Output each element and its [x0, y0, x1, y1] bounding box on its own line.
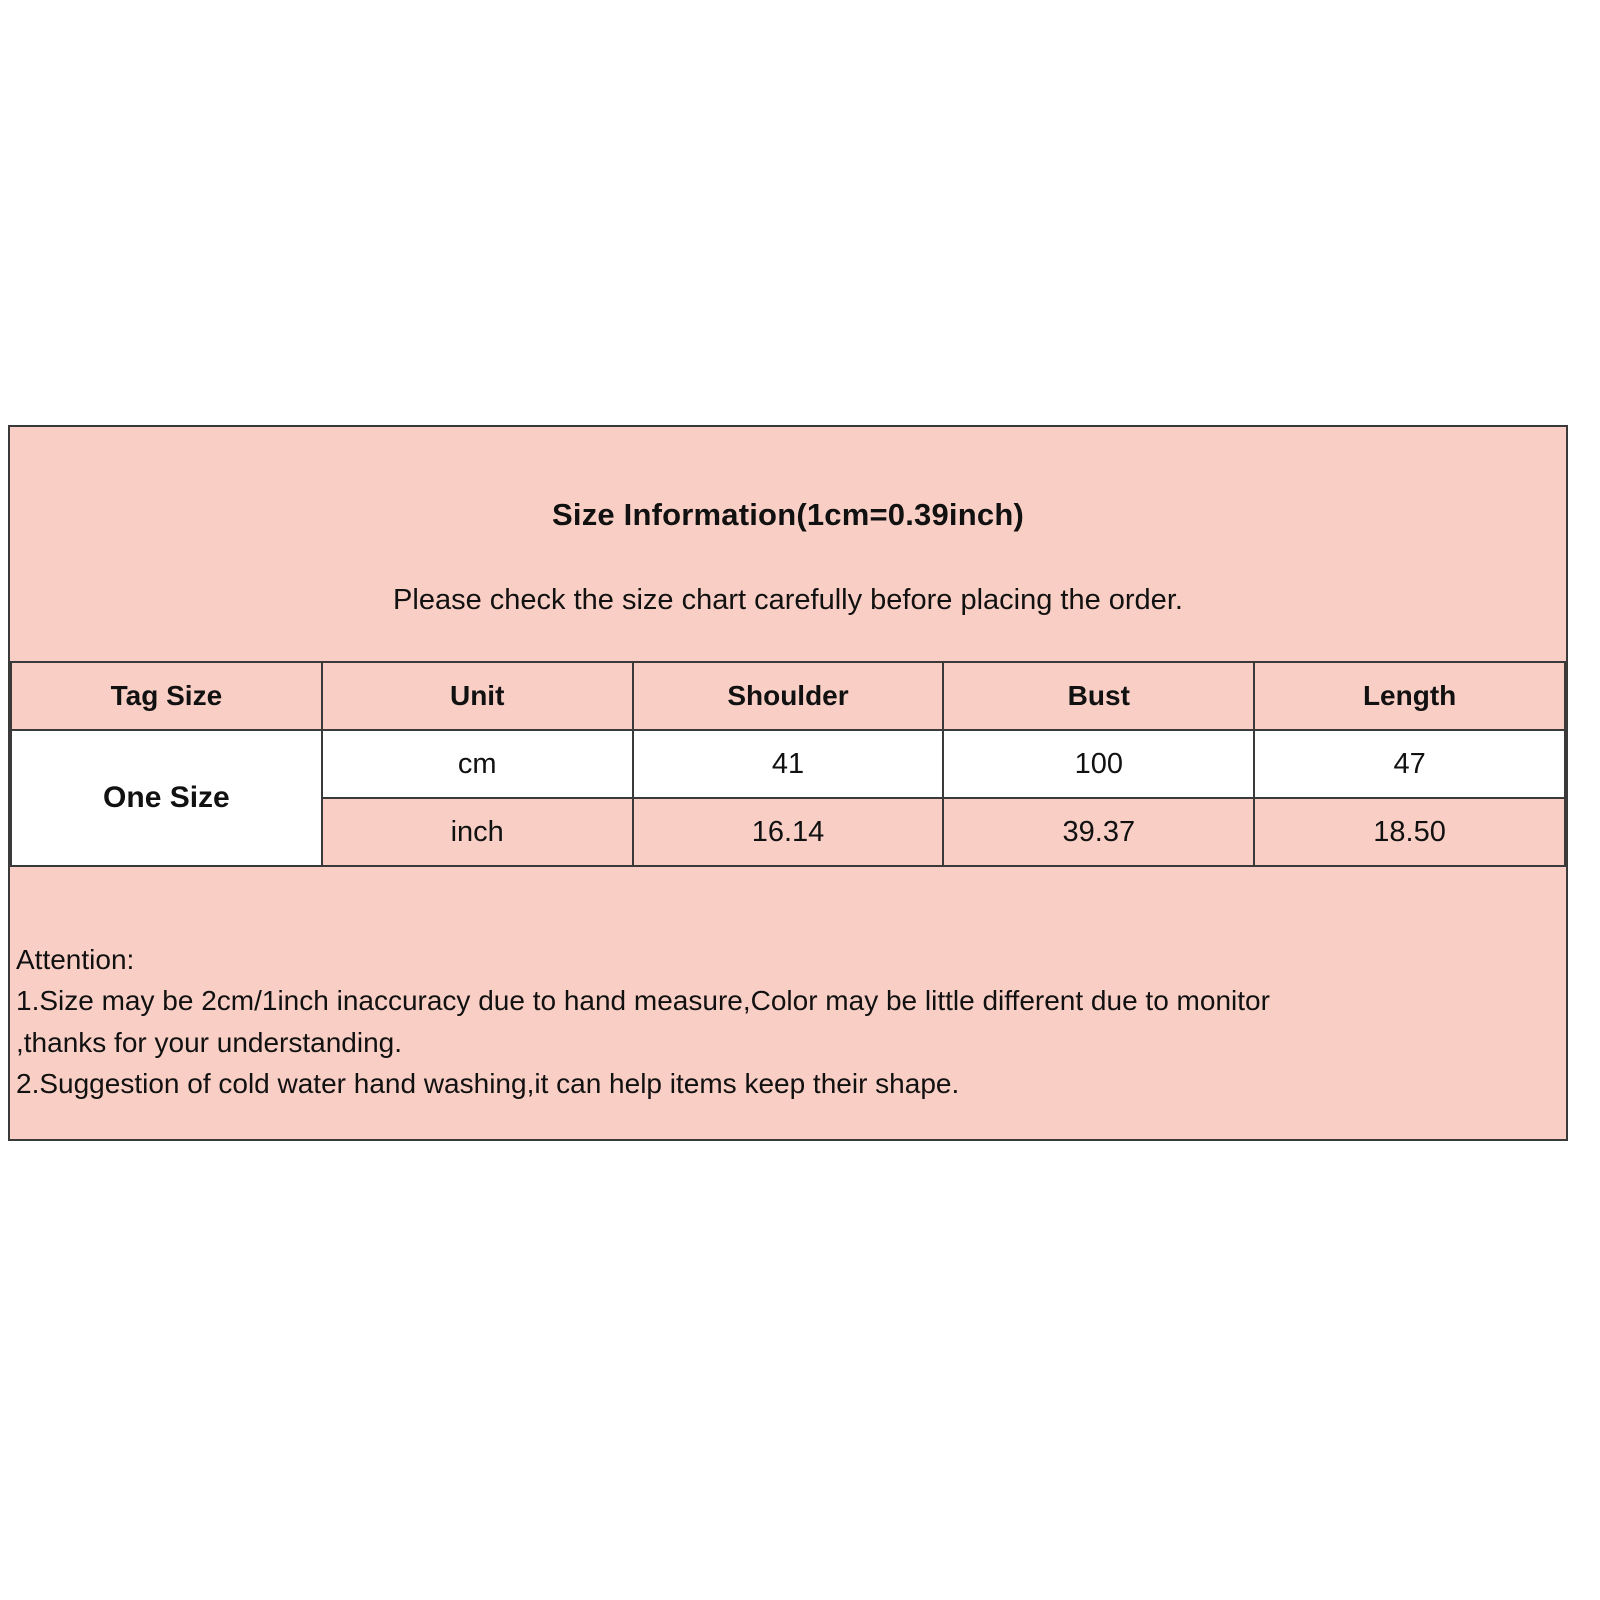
- column-header-shoulder: Shoulder: [633, 662, 944, 730]
- cell-bust-cm: 100: [943, 730, 1254, 798]
- table-header-row: [11, 662, 1565, 730]
- size-chart-subtitle: Please check the size chart carefully before placing the order.: [393, 584, 1183, 616]
- cell-length-inch: 18.50: [1254, 798, 1565, 866]
- attention-line-3: 2.Suggestion of cold water hand washing,it can help items keep their shape.: [16, 1068, 960, 1100]
- table-row: [11, 730, 1565, 798]
- column-header-tag-size: Tag Size: [11, 662, 322, 730]
- cell-shoulder-inch: 16.14: [633, 798, 944, 866]
- column-header-unit: Unit: [322, 662, 633, 730]
- attention-line-1: 1.Size may be 2cm/1inch inaccuracy due to hand measure,Color may be little different due to monitor: [16, 985, 1270, 1017]
- cell-length-cm: 47: [1254, 730, 1565, 798]
- size-chart-header: [10, 427, 1566, 661]
- cell-unit-inch: inch: [322, 798, 633, 866]
- column-header-bust: Bust: [943, 662, 1254, 730]
- size-table: [10, 661, 1566, 867]
- attention-block: [10, 867, 1566, 1139]
- cell-bust-inch: 39.37: [943, 798, 1254, 866]
- attention-line-2: ,thanks for your understanding.: [16, 1026, 403, 1058]
- column-header-length: Length: [1254, 662, 1565, 730]
- cell-unit-cm: cm: [322, 730, 633, 798]
- size-chart-title: Size Information(1cm=0.39inch): [552, 497, 1024, 532]
- size-chart-panel: [8, 425, 1568, 1141]
- cell-shoulder-cm: 41: [633, 730, 944, 798]
- cell-tag-size: One Size: [11, 730, 322, 866]
- attention-heading: Attention:: [16, 944, 135, 975]
